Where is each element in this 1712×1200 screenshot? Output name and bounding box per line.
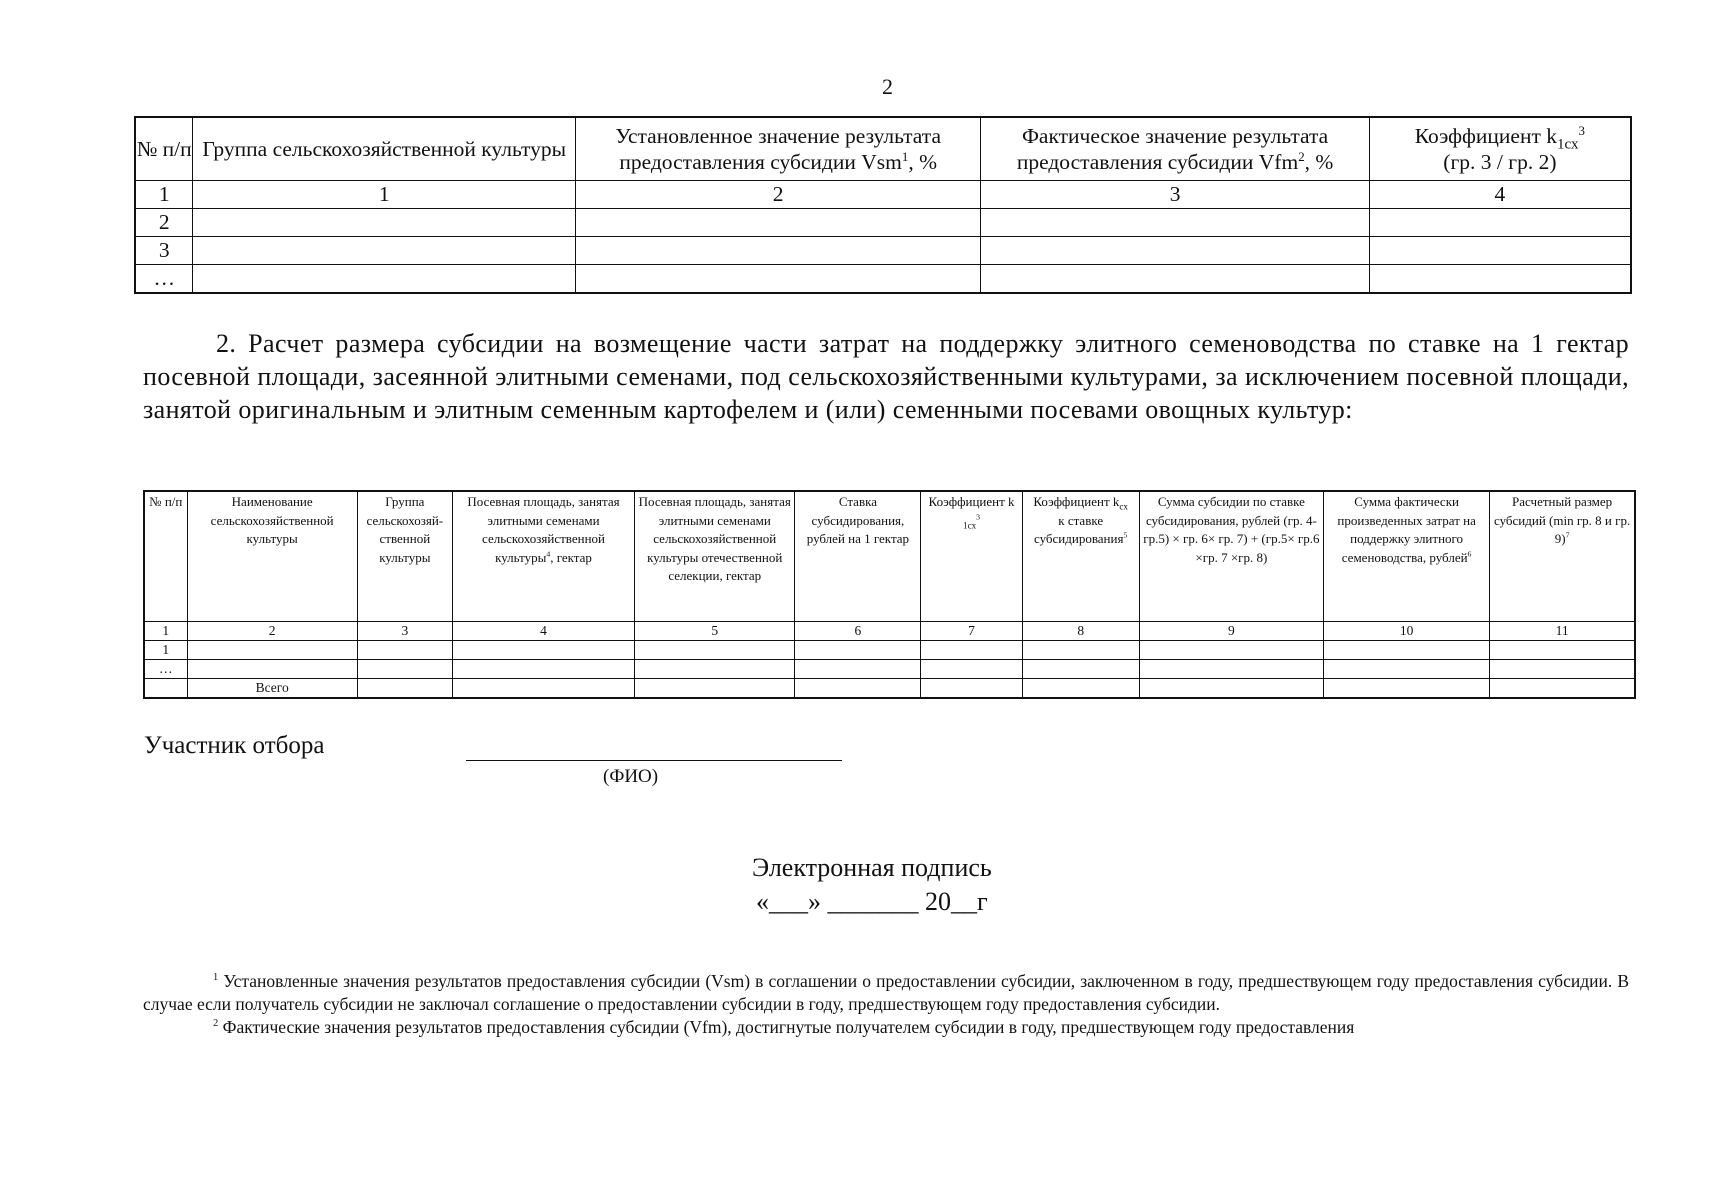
footnote-2 (143, 1016, 1629, 1039)
table-row (135, 237, 1631, 265)
table-cell (1022, 660, 1139, 679)
footnote-text: Фактические значения результатов предоставления субсидии (Vfm), достигнутые получателем субсидии в году, предшествующем году предоставления (222, 1017, 1355, 1037)
header-number: № п/п (144, 491, 187, 622)
table-cell: 11 (1490, 622, 1635, 641)
table-cell: … (144, 660, 187, 679)
signature-line (466, 760, 842, 761)
table-cell (981, 265, 1369, 294)
table-cell: 3 (135, 237, 193, 265)
table-cell (575, 265, 980, 294)
header-calculated-subsidy (1490, 491, 1635, 622)
table-cell (575, 209, 980, 237)
header-planned-value-text: Установленное значение результата предоставления субсидии Vsm (615, 124, 941, 174)
table-cell (1139, 641, 1323, 660)
table-cell (187, 660, 357, 679)
table-cell (921, 641, 1022, 660)
table-cell: 2 (187, 622, 357, 641)
header-coefficient-text: Коэффициент k (928, 494, 1015, 509)
table-cell (357, 679, 452, 699)
table-cell (1022, 679, 1139, 699)
table-cell (981, 209, 1369, 237)
table-cell: 3 (981, 181, 1369, 209)
footnote-ref: 3 (976, 512, 981, 522)
table-cell (1324, 660, 1490, 679)
table-cell: 4 (1369, 181, 1631, 209)
header-elite-seed-area-text: Посевная площадь, занятая элитными семенами сельскохозяйственной культуры (467, 494, 620, 565)
table-cell (1369, 265, 1631, 294)
table-cell (635, 660, 795, 679)
date-line: «___» _______ 20__г (756, 887, 988, 916)
footnote-ref: 1 (901, 149, 909, 164)
table-cell (981, 237, 1369, 265)
table-cell: 1 (144, 622, 187, 641)
header-actual-costs (1324, 491, 1490, 622)
header-actual-value-text: Фактическое значение результата предоставления субсидии Vfm (1016, 124, 1329, 174)
table-cell (1022, 641, 1139, 660)
table-cell: 1 (135, 181, 193, 209)
table-cell: 4 (452, 622, 634, 641)
table-cell (357, 641, 452, 660)
table-row (135, 265, 1631, 294)
table-cell (795, 641, 921, 660)
table-cell: 7 (921, 622, 1022, 641)
footnote-ref: 2 (1298, 149, 1305, 164)
footnote-1 (143, 970, 1629, 1016)
header-actual-costs-text: Сумма фактически произведенных затрат на поддержку элитного семеноводства, рублей (1337, 494, 1476, 565)
table-header-row (135, 117, 1631, 181)
footnotes (143, 970, 1629, 1039)
table-cell (144, 679, 187, 699)
table-cell: 6 (795, 622, 921, 641)
header-actual-value (981, 117, 1369, 181)
header-coefficient-k1cx (921, 491, 1022, 622)
header-subsidy-sum: Сумма субсидии по ставке субсидирования, рублей (гр. 4- гр.5) × гр. 6× гр. 7) + (гр.5× гр.6 ×гр. 7 ×гр. 8) (1139, 491, 1323, 622)
subsidy-calculation-table (143, 490, 1636, 699)
table-cell (635, 641, 795, 660)
header-crop-group: Группа сельскохозяйственной культуры (193, 117, 576, 181)
table-cell: 1 (144, 641, 187, 660)
table-cell (452, 660, 634, 679)
fio-caption: (ФИО) (603, 766, 659, 787)
header-calculated-subsidy-text: Расчетный размер субсидий (min гр. 8 и гр. 9) (1493, 494, 1631, 546)
table-cell: 3 (357, 622, 452, 641)
footnote-ref: 4 (546, 549, 551, 559)
table-cell: 10 (1324, 622, 1490, 641)
table-cell (635, 679, 795, 699)
table-cell (193, 265, 576, 294)
header-coefficient-text: Коэффициент k (1414, 124, 1557, 148)
results-table (134, 116, 1632, 294)
table-cell (1490, 641, 1635, 660)
table-cell (452, 679, 634, 699)
header-crop-group: Группа сельскохозяй-ственной культуры (357, 491, 452, 622)
table-cell (1369, 209, 1631, 237)
total-label: Всего (187, 679, 357, 699)
table-cell (193, 209, 576, 237)
table-cell (1324, 641, 1490, 660)
header-coefficient-text: Коэффициент k (1033, 494, 1120, 509)
table-cell: 8 (1022, 622, 1139, 641)
header-unit: , % (1304, 150, 1334, 174)
table-cell (921, 679, 1022, 699)
table-numbering-row (144, 622, 1635, 641)
table-row (144, 660, 1635, 679)
footnote-ref: 3 (1578, 123, 1585, 138)
section-2-heading: 2. Расчет размера субсидии на возмещение части затрат на поддержку элитного семеноводства по ставке на 1 гектар посевной площади, засеянной элитными семенами, под сельскохозяйственными культурами, за исключением посевной площади, занятой оригинальным и элитным семенным картофелем и (или) семенными посевами овощных культур: (143, 329, 1629, 424)
table-cell: … (135, 265, 193, 294)
table-row (144, 641, 1635, 660)
page-number: 2 (882, 74, 893, 99)
table-cell (187, 641, 357, 660)
table-cell (452, 641, 634, 660)
table-cell (1490, 660, 1635, 679)
table-cell: 2 (575, 181, 980, 209)
header-unit: , % (908, 150, 938, 174)
table-cell (1139, 679, 1323, 699)
header-coefficient-formula: (гр. 3 / гр. 2) (1443, 150, 1557, 174)
table-total-row (144, 679, 1635, 699)
table-cell: 9 (1139, 622, 1323, 641)
table-cell (795, 660, 921, 679)
table-cell (575, 237, 980, 265)
electronic-signature-title: Электронная подпись (752, 853, 992, 882)
table-numbering-row (135, 181, 1631, 209)
header-domestic-seed-area: Посевная площадь, занятая элитными семенами сельскохозяйственной культуры отечественной селекции, гектар (635, 491, 795, 622)
header-coefficient (1369, 117, 1631, 181)
header-crop-name: Наименование сельскохозяйственной культуры (187, 491, 357, 622)
table-cell (795, 679, 921, 699)
header-unit: , гектар (550, 549, 592, 565)
table-header-row (144, 491, 1635, 622)
footnote-ref: 7 (1565, 530, 1570, 540)
table-cell: 1 (193, 181, 576, 209)
table-cell (1490, 679, 1635, 699)
footnote-ref: 5 (1123, 530, 1128, 540)
header-coefficient-tail: к ставке субсидирования (1033, 512, 1124, 546)
table-cell (1369, 237, 1631, 265)
table-cell: 2 (135, 209, 193, 237)
header-coefficient-kcx (1022, 491, 1139, 622)
table-cell: 5 (635, 622, 795, 641)
header-planned-value (575, 117, 980, 181)
table-cell (921, 660, 1022, 679)
table-cell (357, 660, 452, 679)
header-number: № п/п (135, 117, 193, 181)
footnote-mark: 1 (213, 972, 219, 984)
footnote-ref: 6 (1467, 549, 1472, 559)
footnote-mark: 2 (213, 1018, 219, 1030)
header-subsidy-rate: Ставка субсидирования, рублей на 1 гектар (795, 491, 921, 622)
table-row (135, 209, 1631, 237)
coefficient-subscript: 1cx (963, 520, 977, 531)
table-cell (1139, 660, 1323, 679)
coefficient-subscript: cx (1119, 501, 1128, 512)
coefficient-subscript: 1сх (1557, 136, 1579, 153)
footnote-text: Установленные значения результатов предоставления субсидии (Vsm) в соглашении о предоставлении субсидии, заключенном в году, предшествующем году предоставления субсидии. В случае если получатель субсидии не заключал соглашение о предоставлении субсидии в году, предшествующем году предоставления субсидии. (143, 971, 1630, 1014)
table-cell (1324, 679, 1490, 699)
signer-label: Участник отбора (144, 732, 325, 759)
table-cell (193, 237, 576, 265)
header-elite-seed-area (452, 491, 634, 622)
